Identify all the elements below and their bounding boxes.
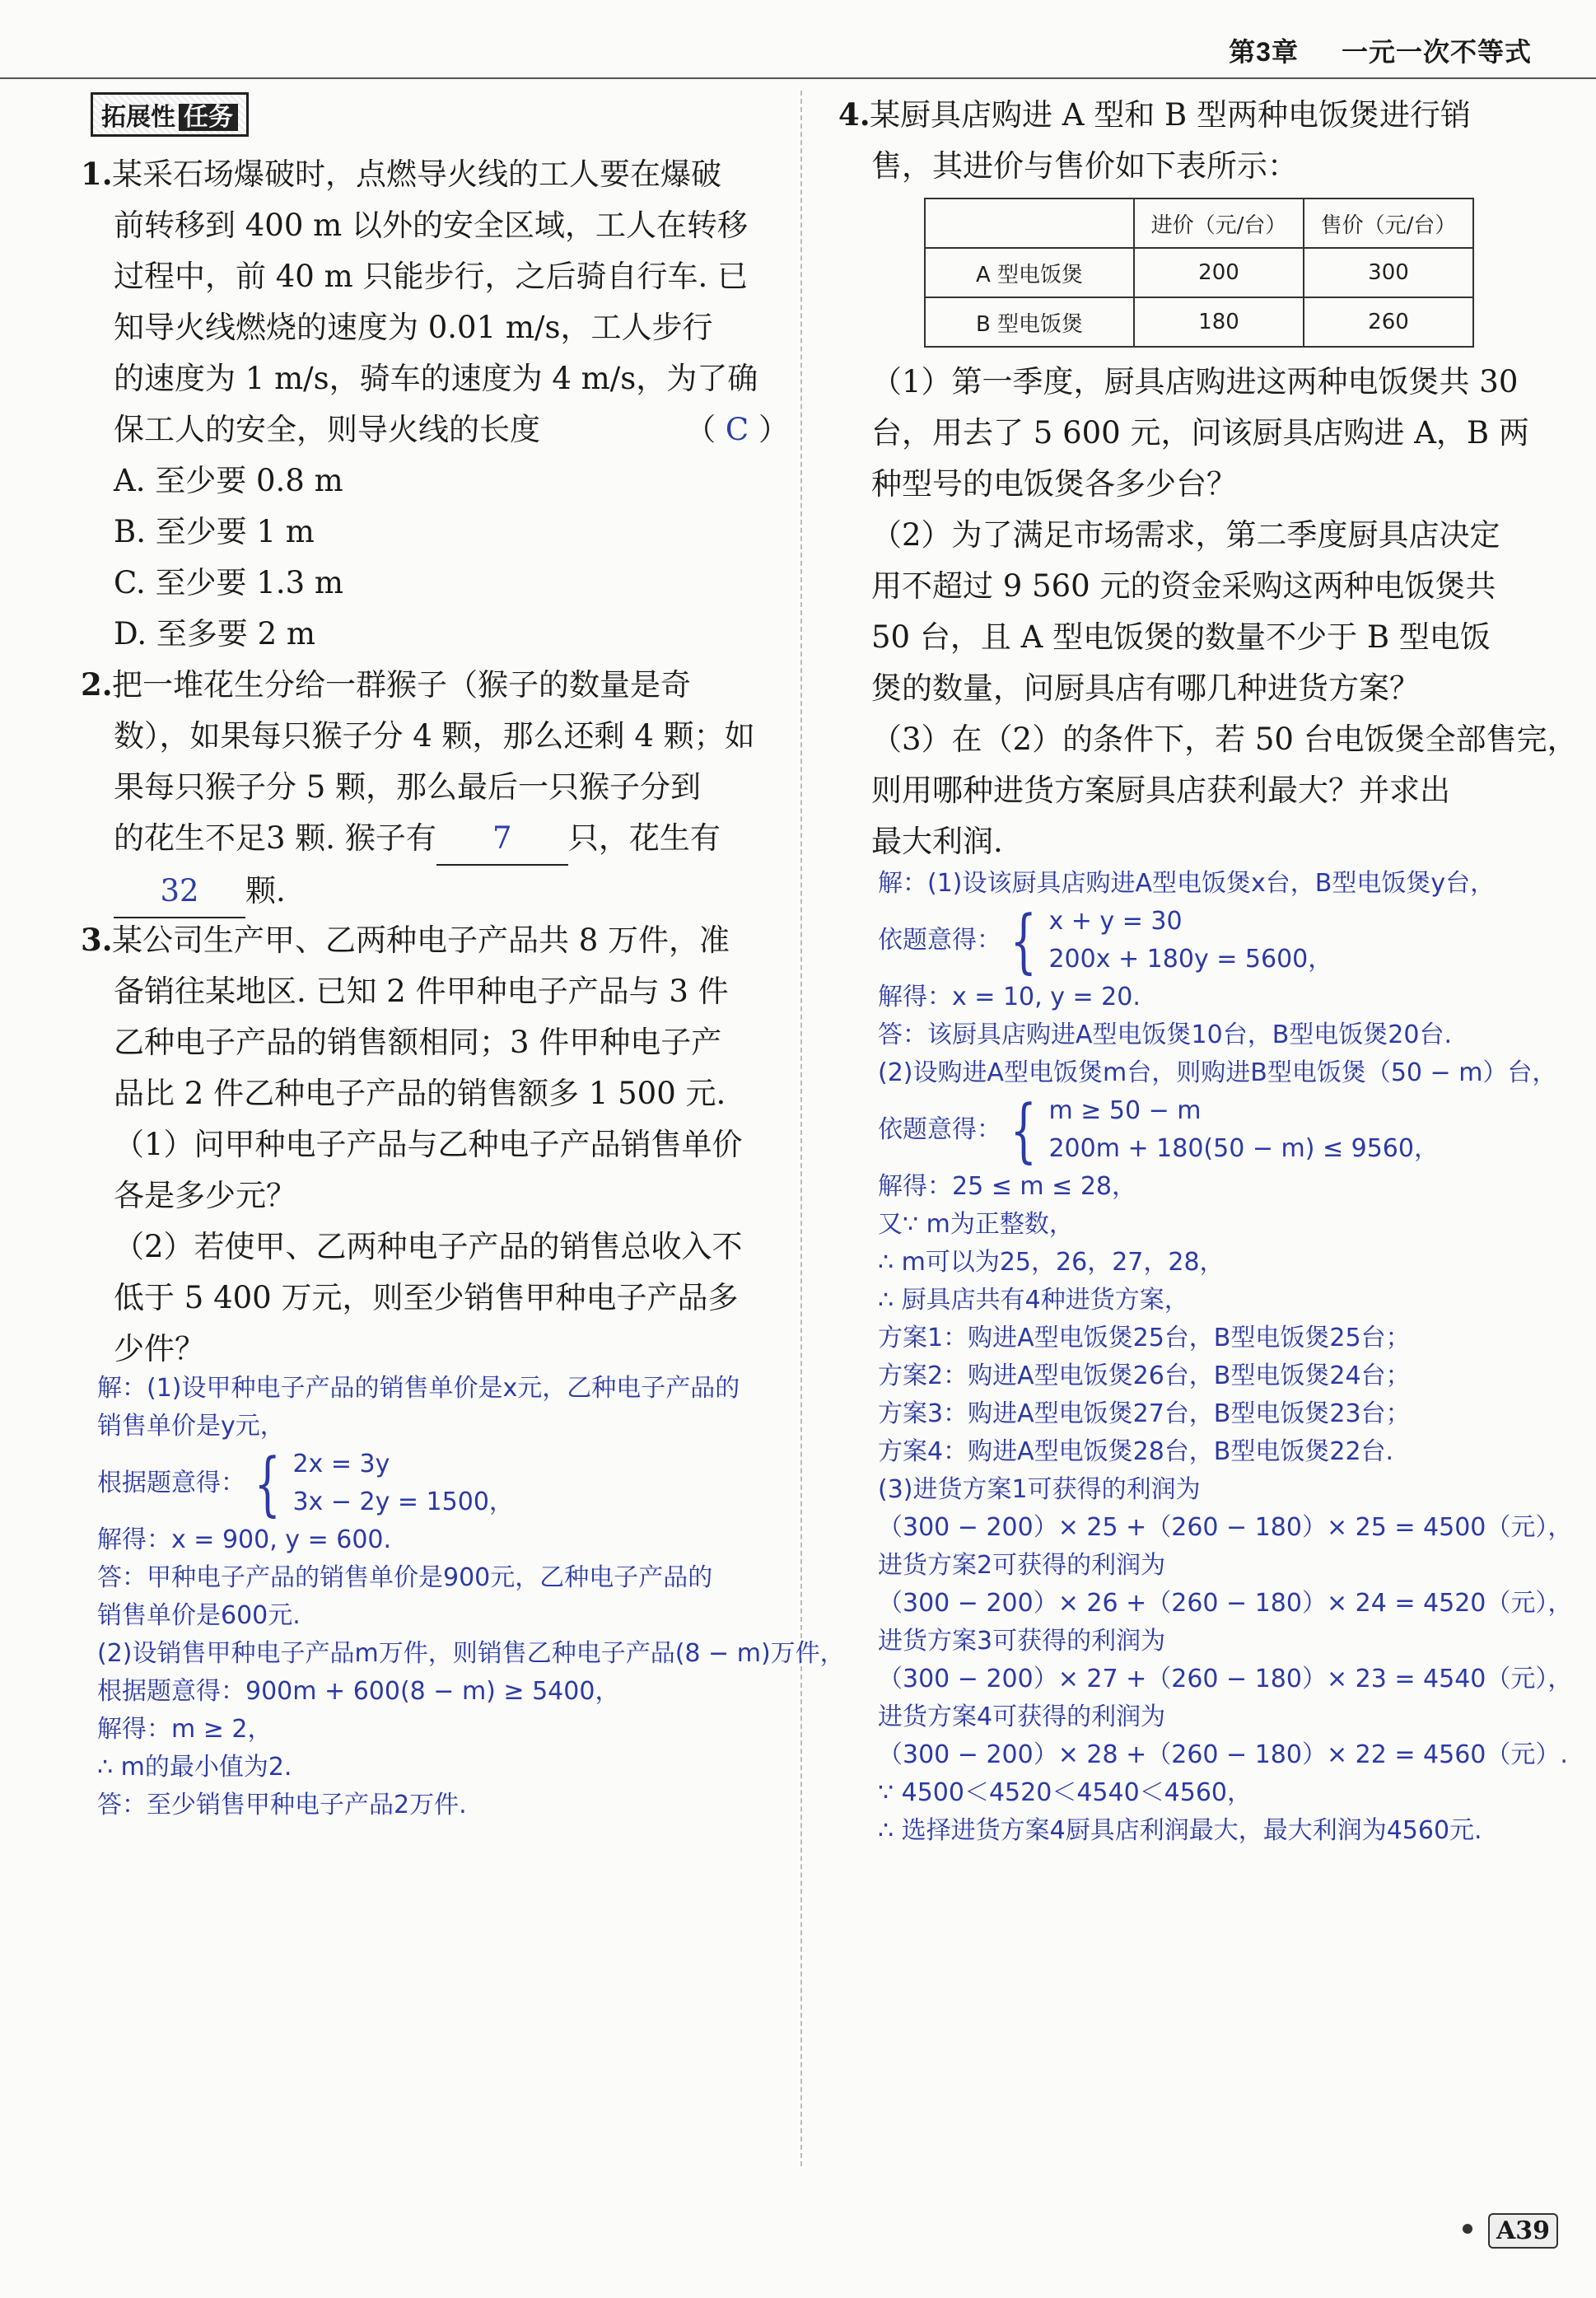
- table-row: [925, 297, 1473, 347]
- solution-line: 解：(1)设甲种电子产品的销售单价是x元，乙种电子产品的: [97, 1374, 740, 1403]
- solution-line: 解得：25 ≤ m ≤ 28，: [878, 1172, 1136, 1201]
- question-text: 只，花生有: [567, 820, 721, 856]
- chapter-title: 一元一次不等式: [1341, 37, 1532, 67]
- question-text: 售，其进价与售价如下表所示：: [871, 148, 1298, 184]
- solution-line: 答：该厨具店购进A型电饭煲10台，B型电饭煲20台.: [878, 1021, 1452, 1049]
- question-text: 某厨具店购进 A 型和 B 型两种电饭煲进行销: [870, 97, 1471, 133]
- question-text: 备销往某地区. 已知 2 件甲种电子产品与 3 件: [114, 974, 729, 1009]
- table-header-cell: 进价（元/台）: [1134, 199, 1304, 248]
- table-header-row: [925, 199, 1473, 248]
- solution-line: 销售单价是600元.: [97, 1601, 301, 1630]
- solution-line: 解得：x = 900, y = 600.: [97, 1525, 392, 1554]
- bracket-open: （: [685, 412, 716, 447]
- question-text: 乙种电子产品的销售额相同；3 件甲种电子产: [114, 1025, 722, 1060]
- solution-line: 根据题意得：: [97, 1469, 245, 1497]
- question-text: 煲的数量，问厨具店有哪几种进货方案？: [871, 670, 1420, 706]
- solution-line: （300 − 200）× 27 +（260 − 180）× 23 = 4540（元），: [878, 1665, 1573, 1693]
- solution-line: ∴ m的最小值为2.: [97, 1753, 292, 1782]
- solution-line: 进货方案2可获得的利润为: [878, 1551, 1166, 1580]
- equation: 200x + 180y = 5600，: [1048, 945, 1333, 974]
- table-cell: B 型电饭煲: [925, 297, 1134, 347]
- question-text: 保工人的安全，则导火线的长度: [114, 412, 540, 447]
- solution-line: (3)进货方案1可获得的利润为: [878, 1475, 1201, 1504]
- page-number: A39: [1488, 2213, 1558, 2249]
- question-number: 2.: [81, 666, 113, 703]
- equation: 200m + 180(50 − m) ≤ 9560，: [1048, 1134, 1439, 1163]
- solution-line: 方案2：购进A型电饭煲26台，B型电饭煲24台；: [878, 1362, 1411, 1390]
- solution-line: 又∵ m为正整数，: [878, 1210, 1074, 1239]
- question-text: 少件？: [114, 1331, 205, 1366]
- question-text: （2）若使甲、乙两种电子产品的销售总收入不: [114, 1229, 743, 1264]
- solution-line: ∴ 厨具店共有4种进货方案，: [878, 1286, 1189, 1315]
- question-text: 某公司生产甲、乙两种电子产品共 8 万件，准: [112, 922, 730, 958]
- page-dot-icon: [1463, 2224, 1472, 2234]
- option-c: C. 至少要 1.3 m: [114, 565, 343, 600]
- question-text: 台，用去了 5 600 元，问该厨具店购进 A，B 两: [871, 415, 1529, 451]
- solution-line: 根据题意得：900m + 600(8 − m) ≥ 5400，: [97, 1677, 620, 1706]
- solution-line: (2)设销售甲种电子产品m万件，则销售乙种电子产品(8 − m)万件，: [97, 1639, 845, 1668]
- solution-line: 依题意得：: [878, 1115, 1001, 1144]
- column-divider: [800, 91, 802, 2166]
- brace-icon: {: [1010, 900, 1037, 981]
- table-header-cell: 售价（元/台）: [1304, 199, 1473, 248]
- answer-choice: C: [725, 412, 749, 447]
- question-3: [81, 914, 789, 1375]
- table-row: [925, 248, 1473, 297]
- solution-line: 解得：m ≥ 2，: [97, 1715, 273, 1744]
- question-text: 果每只猴子分 5 颗，那么最后一只猴子分到: [114, 769, 702, 805]
- solution-line: 解：(1)设该厨具店购进A型电饭煲x台，B型电饭煲y台，: [878, 869, 1496, 898]
- question-text: 各是多少元？: [114, 1178, 296, 1213]
- solution-line: ∴ 选择进货方案4厨具店利润最大，最大利润为4560元.: [878, 1816, 1482, 1845]
- equation-system: [878, 1092, 1439, 1168]
- bracket-close: ）: [758, 412, 789, 447]
- equation-system: [878, 900, 1333, 981]
- blank-monkeys: 7: [436, 813, 568, 866]
- question-text: 某采石场爆破时，点燃导火线的工人要在爆破: [112, 156, 721, 192]
- question-text: 的花生不足3 颗. 猴子有: [114, 820, 436, 856]
- question-text: （2）为了满足市场需求，第二季度厨具店决定: [871, 517, 1500, 553]
- equation: x + y = 30: [1048, 907, 1183, 936]
- equation-system: [97, 1443, 514, 1524]
- question-text: （1）第一季度，厨具店购进这两种电饭煲共 30: [871, 364, 1519, 399]
- table-cell: 260: [1304, 297, 1473, 347]
- brace-icon: {: [254, 1443, 281, 1524]
- solution-line: 方案1：购进A型电饭煲25台，B型电饭煲25台；: [878, 1324, 1411, 1352]
- option-d: D. 至多要 2 m: [114, 616, 316, 652]
- question-2: [81, 659, 789, 918]
- solution-line: （300 − 200）× 25 +（260 − 180）× 25 = 4500（元），: [878, 1513, 1573, 1542]
- option-b: B. 至少要 1 m: [114, 514, 315, 549]
- question-1: [81, 148, 789, 660]
- question-text: 把一堆花生分给一群猴子（猴子的数量是奇: [112, 667, 691, 703]
- table-cell: 180: [1134, 297, 1304, 347]
- price-table: [924, 198, 1474, 348]
- header-rule: [0, 77, 1596, 79]
- section-tag: [91, 92, 249, 137]
- question-text: 最大利润.: [871, 824, 1003, 859]
- question-number: 3.: [81, 922, 113, 958]
- question-4-parts: [871, 357, 1578, 867]
- question-text: 品比 2 件乙种电子产品的销售额多 1 500 元.: [114, 1076, 726, 1111]
- solution-line: 依题意得：: [878, 926, 1001, 955]
- solution-line: 方案3：购进A型电饭煲27台，B型电饭煲23台；: [878, 1399, 1411, 1428]
- question-text: 用不超过 9 560 元的资金采购这两种电饭煲共: [871, 568, 1496, 604]
- question-text: （1）问甲种电子产品与乙种电子产品销售单价: [114, 1127, 743, 1162]
- solution-line: (2)设购进A型电饭煲m台，则购进B型电饭煲（50 − m）台，: [878, 1058, 1557, 1087]
- solution-line: 销售单价是y元，: [97, 1412, 285, 1441]
- solution-line: 进货方案3可获得的利润为: [878, 1627, 1166, 1656]
- solution-line: 方案4：购进A型电饭煲28台，B型电饭煲22台.: [878, 1437, 1394, 1466]
- question-number: 1.: [81, 156, 113, 192]
- equation: 2x = 3y: [292, 1450, 390, 1478]
- question-4: [838, 89, 1547, 192]
- page-header: [1186, 31, 1532, 69]
- question-text: 则用哪种进货方案厨具店获利最大？并求出: [871, 773, 1450, 808]
- answer-bracket: [685, 404, 789, 455]
- section-tag-task: 任务: [179, 104, 238, 131]
- table-cell: 300: [1304, 248, 1473, 297]
- question-text: 过程中，前 40 m 只能步行，之后骑自行车. 已: [114, 259, 748, 294]
- solution-line: 解得：x = 10, y = 20.: [878, 983, 1141, 1011]
- solution-line: （300 − 200）× 28 +（260 − 180）× 22 = 4560（元）.: [878, 1740, 1568, 1769]
- solution-line: 进货方案4可获得的利润为: [878, 1702, 1166, 1731]
- solution-line: ∵ 4500＜4520＜4540＜4560，: [878, 1778, 1253, 1807]
- solution-line: 答：至少销售甲种电子产品2万件.: [97, 1791, 467, 1819]
- question-text: 前转移到 400 m 以外的安全区域，工人在转移: [114, 208, 748, 243]
- table-header-cell: [925, 199, 1134, 248]
- question-text: 数），如果每只猴子分 4 颗，那么还剩 4 颗；如: [114, 718, 755, 754]
- section-tag-main: 拓展性: [101, 104, 175, 131]
- solution-line: （300 − 200）× 26 +（260 − 180）× 24 = 4520（元），: [878, 1589, 1573, 1618]
- solution-line: ∴ m可以为25，26，27，28，: [878, 1248, 1225, 1277]
- question-text: （3）在（2）的条件下，若 50 台电饭煲全部售完，: [871, 722, 1578, 757]
- equation: 3x − 2y = 1500，: [292, 1488, 514, 1516]
- question-text: 颗.: [245, 873, 286, 908]
- table-cell: A 型电饭煲: [925, 248, 1134, 297]
- blank-peanuts: 32: [114, 866, 245, 918]
- equation: m ≥ 50 − m: [1048, 1096, 1202, 1125]
- table-cell: 200: [1134, 248, 1304, 297]
- option-a: A. 至少要 0.8 m: [114, 463, 343, 498]
- q4-solution: [878, 865, 1572, 1850]
- question-text: 知导火线燃烧的速度为 0.01 m/s，工人步行: [114, 310, 713, 345]
- solution-line: 答：甲种电子产品的销售单价是900元，乙种电子产品的: [97, 1563, 713, 1592]
- question-text: 50 台，且 A 型电饭煲的数量不少于 B 型电饭: [871, 619, 1491, 655]
- question-number: 4.: [838, 96, 870, 133]
- question-text: 低于 5 400 万元，则至少销售甲种电子产品多: [114, 1280, 739, 1315]
- q3-solution: [97, 1370, 845, 1824]
- chapter-label: 第3章: [1229, 37, 1299, 67]
- question-text: 种型号的电饭煲各多少台？: [871, 466, 1237, 502]
- brace-icon: {: [1010, 1090, 1037, 1170]
- question-text: 的速度为 1 m/s，骑车的速度为 4 m/s，为了确: [114, 361, 758, 396]
